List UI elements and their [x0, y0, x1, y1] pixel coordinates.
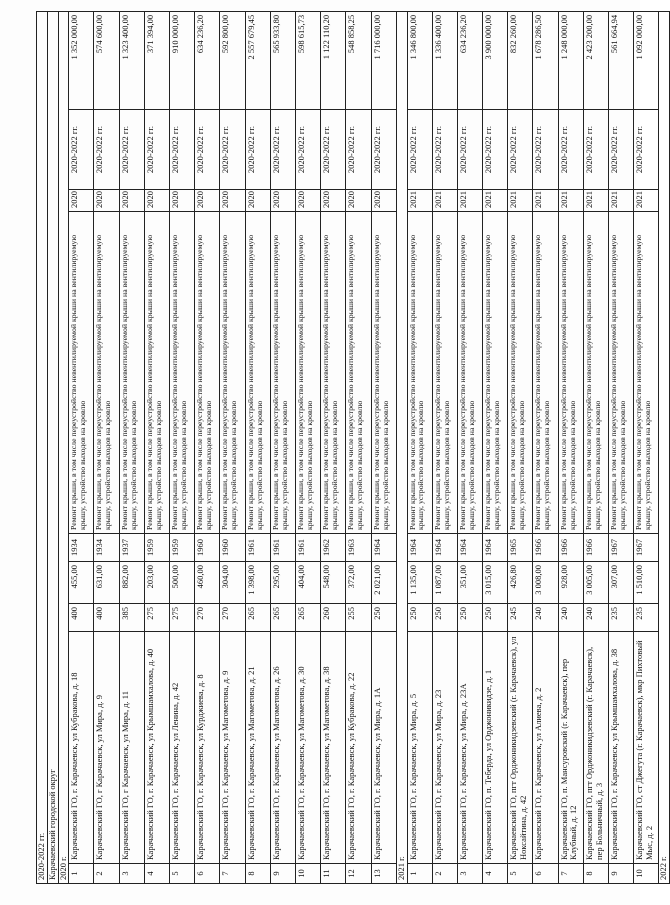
cost-cell: 832 260,00 [508, 11, 533, 109]
year-section-row [396, 11, 407, 883]
work-type-cell: Ремонт крыши, в том числе переустройство невентилируемой крыши на вентилируемую крышу, устройство выходов на кровлю [609, 212, 634, 534]
table-row [346, 11, 371, 883]
area-cell: 372,00 [346, 562, 371, 604]
value-a-cell: 250 [432, 604, 457, 632]
year-built-cell: 1966 [583, 534, 608, 562]
address-cell: Карачаевский ГО, г. Карачаевск, ул Алиева, д. 2 [533, 632, 558, 864]
year-section-label: 2022 г. [659, 11, 670, 883]
cost-cell: 1 323 400,00 [119, 11, 144, 109]
address-cell: Карачаевский ГО, г. Карачаевск, ул Ленина, д. 42 [170, 632, 195, 864]
area-cell: 1 087,00 [432, 562, 457, 604]
table-row [508, 11, 533, 883]
table-row [270, 11, 295, 883]
work-type-cell: Ремонт крыши, в том числе переустройство невентилируемой крыши на вентилируемую крышу, устройство выходов на кровлю [346, 212, 371, 534]
area-cell: 3 008,00 [533, 562, 558, 604]
table-row [321, 11, 346, 883]
row-number-cell: 9 [609, 864, 634, 884]
row-number-cell: 6 [533, 864, 558, 884]
plan-year-cell: 2021 [558, 190, 583, 212]
value-a-cell: 400 [69, 604, 94, 632]
plan-year-cell: 2021 [583, 190, 608, 212]
period-cell: 2020-2022 гг. [407, 110, 432, 190]
address-cell: Карачаевский ГО, г. Карачаевск, ул Магометова, д. 21 [245, 632, 270, 864]
plan-year-cell: 2020 [144, 190, 169, 212]
value-a-cell: 255 [346, 604, 371, 632]
year-section-label: 2021 г. [396, 11, 407, 883]
row-number-cell: 5 [170, 864, 195, 884]
period-cell: 2020-2022 гг. [94, 110, 119, 190]
table-row [94, 11, 119, 883]
plan-year-cell: 2020 [220, 190, 245, 212]
period-cell: 2020-2022 гг. [321, 110, 346, 190]
period-cell: 2020-2022 гг. [144, 110, 169, 190]
plan-year-cell: 2021 [407, 190, 432, 212]
address-cell: Карачаевский ГО, г. Карачаевск, ул Крымшамхалова, д. 38 [609, 632, 634, 864]
table-body [37, 11, 670, 883]
area-cell: 404,00 [295, 562, 320, 604]
work-type-cell: Ремонт крыши, в том числе переустройство невентилируемой крыши на вентилируемую крышу, устройство выходов на кровлю [144, 212, 169, 534]
plan-year-cell: 2020 [170, 190, 195, 212]
area-cell: 631,00 [94, 562, 119, 604]
period-cell: 2020-2022 гг. [295, 110, 320, 190]
row-number-cell: 4 [483, 864, 508, 884]
table-row [69, 11, 94, 883]
address-cell: Карачаевский ГО, г. Карачаевск, ул Магометова, д. 38 [321, 632, 346, 864]
year-built-cell: 1964 [371, 534, 396, 562]
address-cell: Карачаевский ГО, г. Карачаевск, ул Мира, д. 23 [432, 632, 457, 864]
row-number-cell: 3 [119, 864, 144, 884]
year-built-cell: 1965 [508, 534, 533, 562]
year-built-cell: 1967 [609, 534, 634, 562]
period-cell: 2020-2022 гг. [346, 110, 371, 190]
work-type-cell: Ремонт крыши, в том числе переустройство невентилируемой крыши на вентилируемую крышу, устройство выходов на кровлю [533, 212, 558, 534]
area-cell: 3 005,00 [583, 562, 608, 604]
cost-cell: 1 352 000,00 [69, 11, 94, 109]
address-cell: Карачаевский ГО, г Карачаевск, ул Мира, д. 9 [94, 632, 119, 864]
year-built-cell: 1964 [432, 534, 457, 562]
year-built-cell: 1961 [245, 534, 270, 562]
year-built-cell: 1964 [407, 534, 432, 562]
value-a-cell: 240 [583, 604, 608, 632]
area-cell: 351,00 [457, 562, 482, 604]
area-cell: 928,00 [558, 562, 583, 604]
work-type-cell: Ремонт крыши, в том числе переустройство невентилируемой крыши на вентилируемую крышу, устройство выходов на кровлю [245, 212, 270, 534]
address-cell: Карачаевский ГО, пгт Орджоникидзевский (г. Карачаевск), пер Больничный, д. 3 [583, 632, 608, 864]
rotated-table-container [36, 12, 669, 884]
area-cell: 1 398,00 [245, 562, 270, 604]
value-a-cell: 265 [245, 604, 270, 632]
row-number-cell: 4 [144, 864, 169, 884]
row-number-cell: 1 [407, 864, 432, 884]
year-built-cell: 1966 [533, 534, 558, 562]
area-cell: 307,00 [609, 562, 634, 604]
work-type-cell: Ремонт крыши, в том числе переустройство невентилируемой крыши на вентилируемую крышу, устройство выходов на кровлю [295, 212, 320, 534]
table-row [245, 11, 270, 883]
year-built-cell: 1934 [69, 534, 94, 562]
plan-year-cell: 2021 [483, 190, 508, 212]
plan-year-cell: 2020 [94, 190, 119, 212]
cost-cell: 592 800,00 [220, 11, 245, 109]
row-number-cell: 9 [270, 864, 295, 884]
cost-cell: 634 236,20 [457, 11, 482, 109]
year-built-cell: 1934 [94, 534, 119, 562]
value-a-cell: 265 [295, 604, 320, 632]
period-header-row [37, 11, 48, 883]
plan-year-cell: 2021 [508, 190, 533, 212]
work-type-cell: Ремонт крыши, в том числе переустройство невентилируемой крыши на вентилируемую крышу, устройство выходов на кровлю [195, 212, 220, 534]
row-number-cell: 7 [558, 864, 583, 884]
work-type-cell: Ремонт крыши, в том числе переустройство невентилируемой крыши на вентилируемую крышу, устройство выходов на кровлю [321, 212, 346, 534]
table-row [170, 11, 195, 883]
work-type-cell: Ремонт крыши, в том числе переустройство невентилируемой крыши на вентилируемую крышу, устройство выходов на кровлю [371, 212, 396, 534]
period-label: 2020-2022 гг. [37, 11, 48, 883]
period-cell: 2020-2022 гг. [583, 110, 608, 190]
cost-cell: 561 664,94 [609, 11, 634, 109]
work-type-cell: Ремонт крыши, в том числе переустройство невентилируемой крыши на вентилируемую крышу, устройство выходов на кровлю [220, 212, 245, 534]
row-number-cell: 7 [220, 864, 245, 884]
area-cell: 203,00 [144, 562, 169, 604]
district-header-row [47, 11, 58, 883]
period-cell: 2020-2022 гг. [483, 110, 508, 190]
work-type-cell: Ремонт крыши, в том числе переустройство невентилируемой крыши на вентилируемую крышу, устройство выходов на кровлю [69, 212, 94, 534]
year-section-label: 2020 г. [58, 11, 69, 883]
year-built-cell: 1964 [457, 534, 482, 562]
area-cell: 500,00 [170, 562, 195, 604]
area-cell: 295,00 [270, 562, 295, 604]
work-type-cell: Ремонт крыши, в том числе переустройство невентилируемой крыши на вентилируемую крышу, устройство выходов на кровлю [508, 212, 533, 534]
period-cell: 2020-2022 гг. [170, 110, 195, 190]
row-number-cell: 12 [346, 864, 371, 884]
plan-year-cell: 2020 [295, 190, 320, 212]
plan-year-cell: 2021 [432, 190, 457, 212]
value-a-cell: 260 [321, 604, 346, 632]
year-built-cell: 1960 [195, 534, 220, 562]
period-cell: 2020-2022 гг. [609, 110, 634, 190]
table-row [583, 11, 608, 883]
year-built-cell: 1964 [483, 534, 508, 562]
table-row [634, 11, 659, 883]
area-cell: 548,00 [321, 562, 346, 604]
area-cell: 455,00 [69, 562, 94, 604]
address-cell: Карачаевский ГО, г Карачаевск, ул Мира, д. 11 [119, 632, 144, 864]
address-cell: Карачаевский ГО, г. Карачаевск, ул Мира, д. 5 [407, 632, 432, 864]
value-a-cell: 245 [508, 604, 533, 632]
cost-cell: 3 900 000,00 [483, 11, 508, 109]
address-cell: Карачаевский ГО, г. Карачаевск, ул Кубракова, д. 22 [346, 632, 371, 864]
cost-cell: 1 346 800,00 [407, 11, 432, 109]
plan-year-cell: 2020 [321, 190, 346, 212]
table-row [457, 11, 482, 883]
cost-cell: 910 000,00 [170, 11, 195, 109]
period-cell: 2020-2022 гг. [220, 110, 245, 190]
table-row [407, 11, 432, 883]
row-number-cell: 10 [295, 864, 320, 884]
row-number-cell: 6 [195, 864, 220, 884]
period-cell: 2020-2022 гг. [457, 110, 482, 190]
area-cell: 426,80 [508, 562, 533, 604]
work-type-cell: Ремонт крыши, в том числе переустройство невентилируемой крыши на вентилируемую крышу, устройство выходов на кровлю [457, 212, 482, 534]
plan-year-cell: 2020 [195, 190, 220, 212]
plan-year-cell: 2020 [270, 190, 295, 212]
table-row [609, 11, 634, 883]
period-cell: 2020-2022 гг. [195, 110, 220, 190]
address-cell: Карачаевский ГО, г. Карачаевск, ул Курджиева, д. 8 [195, 632, 220, 864]
district-label: Карачаевский городской округ [47, 11, 58, 883]
period-cell: 2020-2022 гг. [69, 110, 94, 190]
work-type-cell: Ремонт крыши, в том числе переустройство невентилируемой крыши на вентилируемую крышу, устройство выходов на кровлю [432, 212, 457, 534]
period-cell: 2020-2022 гг. [270, 110, 295, 190]
year-section-row [58, 11, 69, 883]
work-type-cell: Ремонт крыши, в том числе переустройство невентилируемой крыши на вентилируемую крышу, устройство выходов на кровлю [170, 212, 195, 534]
row-number-cell: 11 [321, 864, 346, 884]
year-built-cell: 1967 [634, 534, 659, 562]
address-cell: Карачаевский ГО, г. Карачаевск, ул Мира, д. 1А [371, 632, 396, 864]
work-type-cell: Ремонт крыши, в том числе переустройство невентилируемой крыши на вентилируемую крышу, устройство выходов на кровлю [407, 212, 432, 534]
area-cell: 2 021,00 [371, 562, 396, 604]
year-built-cell: 1959 [144, 534, 169, 562]
year-built-cell: 1961 [295, 534, 320, 562]
work-type-cell: Ремонт крыши, в том числе переустройство невентилируемой крыши на вентилируемую крышу, устройство выходов на кровлю [119, 212, 144, 534]
cost-cell: 1 092 000,00 [634, 11, 659, 109]
table-row [533, 11, 558, 883]
value-a-cell: 250 [483, 604, 508, 632]
row-number-cell: 8 [245, 864, 270, 884]
work-type-cell: Ремонт крыши, в том числе переустройство невентилируемой крыши на вентилируемую крышу, устройство выходов на кровлю [583, 212, 608, 534]
value-a-cell: 385 [119, 604, 144, 632]
row-number-cell: 1 [69, 864, 94, 884]
repair-register-table [36, 11, 670, 884]
cost-cell: 548 858,25 [346, 11, 371, 109]
address-cell: Карачаевский ГО, г. Карачаевск, ул Мира, д. 23А [457, 632, 482, 864]
year-built-cell: 1963 [346, 534, 371, 562]
value-a-cell: 265 [270, 604, 295, 632]
address-cell: Карачаевский ГО, г. Карачаевск, ул Магометова, д. 26 [270, 632, 295, 864]
address-cell: Карачаевский ГО, г. Карачаевск, ул Крымшамхалова, д. 40 [144, 632, 169, 864]
area-cell: 1 135,00 [407, 562, 432, 604]
year-built-cell: 1961 [270, 534, 295, 562]
period-cell: 2020-2022 гг. [119, 110, 144, 190]
address-cell: Карачаевский ГО, г. Карачаевск, ул Кубракова, д. 18 [69, 632, 94, 864]
work-type-cell: Ремонт крыши, в том числе переустройство невентилируемой крыши на вентилируемую крышу, устройство выходов на кровлю [558, 212, 583, 534]
address-cell: Карачаевский ГО, ст Джегута (г. Карачаевск), мкр Пихтовый Мыс, д. 2 [634, 632, 659, 864]
value-a-cell: 250 [407, 604, 432, 632]
table-row [119, 11, 144, 883]
period-cell: 2020-2022 гг. [371, 110, 396, 190]
period-cell: 2020-2022 гг. [508, 110, 533, 190]
area-cell: 460,00 [195, 562, 220, 604]
plan-year-cell: 2020 [245, 190, 270, 212]
year-built-cell: 1937 [119, 534, 144, 562]
period-cell: 2020-2022 гг. [245, 110, 270, 190]
period-cell: 2020-2022 гг. [432, 110, 457, 190]
plan-year-cell: 2020 [69, 190, 94, 212]
table-row [220, 11, 245, 883]
address-cell: Карачаевский ГО, п. Теберда, ул Орджоникидзе, д. 1 [483, 632, 508, 864]
year-section-row [659, 11, 670, 883]
table-row [483, 11, 508, 883]
plan-year-cell: 2020 [371, 190, 396, 212]
plan-year-cell: 2021 [457, 190, 482, 212]
year-built-cell: 1960 [220, 534, 245, 562]
cost-cell: 2 423 200,00 [583, 11, 608, 109]
cost-cell: 1 248 000,00 [558, 11, 583, 109]
area-cell: 882,00 [119, 562, 144, 604]
cost-cell: 371 394,00 [144, 11, 169, 109]
plan-year-cell: 2021 [533, 190, 558, 212]
plan-year-cell: 2020 [346, 190, 371, 212]
value-a-cell: 275 [144, 604, 169, 632]
table-row [295, 11, 320, 883]
value-a-cell: 270 [220, 604, 245, 632]
plan-year-cell: 2021 [634, 190, 659, 212]
area-cell: 3 015,00 [483, 562, 508, 604]
work-type-cell: Ремонт крыши, в том числе переустройство невентилируемой крыши на вентилируемую крышу, устройство выходов на кровлю [483, 212, 508, 534]
table-row [558, 11, 583, 883]
cost-cell: 1 122 110,20 [321, 11, 346, 109]
cost-cell: 1 716 000,00 [371, 11, 396, 109]
work-type-cell: Ремонт крыши, в том числе переустройство невентилируемой крыши на вентилируемую крышу, устройство выходов на кровлю [94, 212, 119, 534]
row-number-cell: 3 [457, 864, 482, 884]
value-a-cell: 235 [634, 604, 659, 632]
cost-cell: 2 557 679,45 [245, 11, 270, 109]
cost-cell: 565 933,80 [270, 11, 295, 109]
value-a-cell: 250 [371, 604, 396, 632]
value-a-cell: 275 [170, 604, 195, 632]
year-built-cell: 1959 [170, 534, 195, 562]
value-a-cell: 250 [457, 604, 482, 632]
cost-cell: 574 600,00 [94, 11, 119, 109]
row-number-cell: 2 [94, 864, 119, 884]
cost-cell: 1 678 286,50 [533, 11, 558, 109]
value-a-cell: 240 [558, 604, 583, 632]
row-number-cell: 13 [371, 864, 396, 884]
table-row [371, 11, 396, 883]
table-row [195, 11, 220, 883]
area-cell: 1 510,00 [634, 562, 659, 604]
period-cell: 2020-2022 гг. [533, 110, 558, 190]
value-a-cell: 240 [533, 604, 558, 632]
work-type-cell: Ремонт крыши, в том числе переустройство невентилируемой крыши на вентилируемую крышу, устройство выходов на кровлю [634, 212, 659, 534]
table-row [432, 11, 457, 883]
value-a-cell: 400 [94, 604, 119, 632]
plan-year-cell: 2020 [119, 190, 144, 212]
row-number-cell: 8 [583, 864, 608, 884]
cost-cell: 598 615,73 [295, 11, 320, 109]
address-cell: Карачаевский ГО, пгт Орджоникидзевский (г. Карачаевск), ул Ноксайтина, д. 42 [508, 632, 533, 864]
cost-cell: 1 336 400,00 [432, 11, 457, 109]
cost-cell: 634 236,20 [195, 11, 220, 109]
period-cell: 2020-2022 гг. [558, 110, 583, 190]
row-number-cell: 2 [432, 864, 457, 884]
period-cell: 2020-2022 гг. [634, 110, 659, 190]
area-cell: 304,00 [220, 562, 245, 604]
table-row [144, 11, 169, 883]
value-a-cell: 235 [609, 604, 634, 632]
year-built-cell: 1962 [321, 534, 346, 562]
year-built-cell: 1966 [558, 534, 583, 562]
value-a-cell: 270 [195, 604, 220, 632]
address-cell: Карачаевский ГО, г. Карачаевск, ул Магометова, д. 9 [220, 632, 245, 864]
row-number-cell: 10 [634, 864, 659, 884]
row-number-cell: 5 [508, 864, 533, 884]
address-cell: Карачаевский ГО, г. Карачаевск, ул Магометова, д. 30 [295, 632, 320, 864]
work-type-cell: Ремонт крыши, в том числе переустройство невентилируемой крыши на вентилируемую крышу, устройство выходов на кровлю [270, 212, 295, 534]
address-cell: Карачаевский ГО, п. Мансуровский (г. Карачаевск), пер Клубный, д. 12 [558, 632, 583, 864]
plan-year-cell: 2021 [609, 190, 634, 212]
